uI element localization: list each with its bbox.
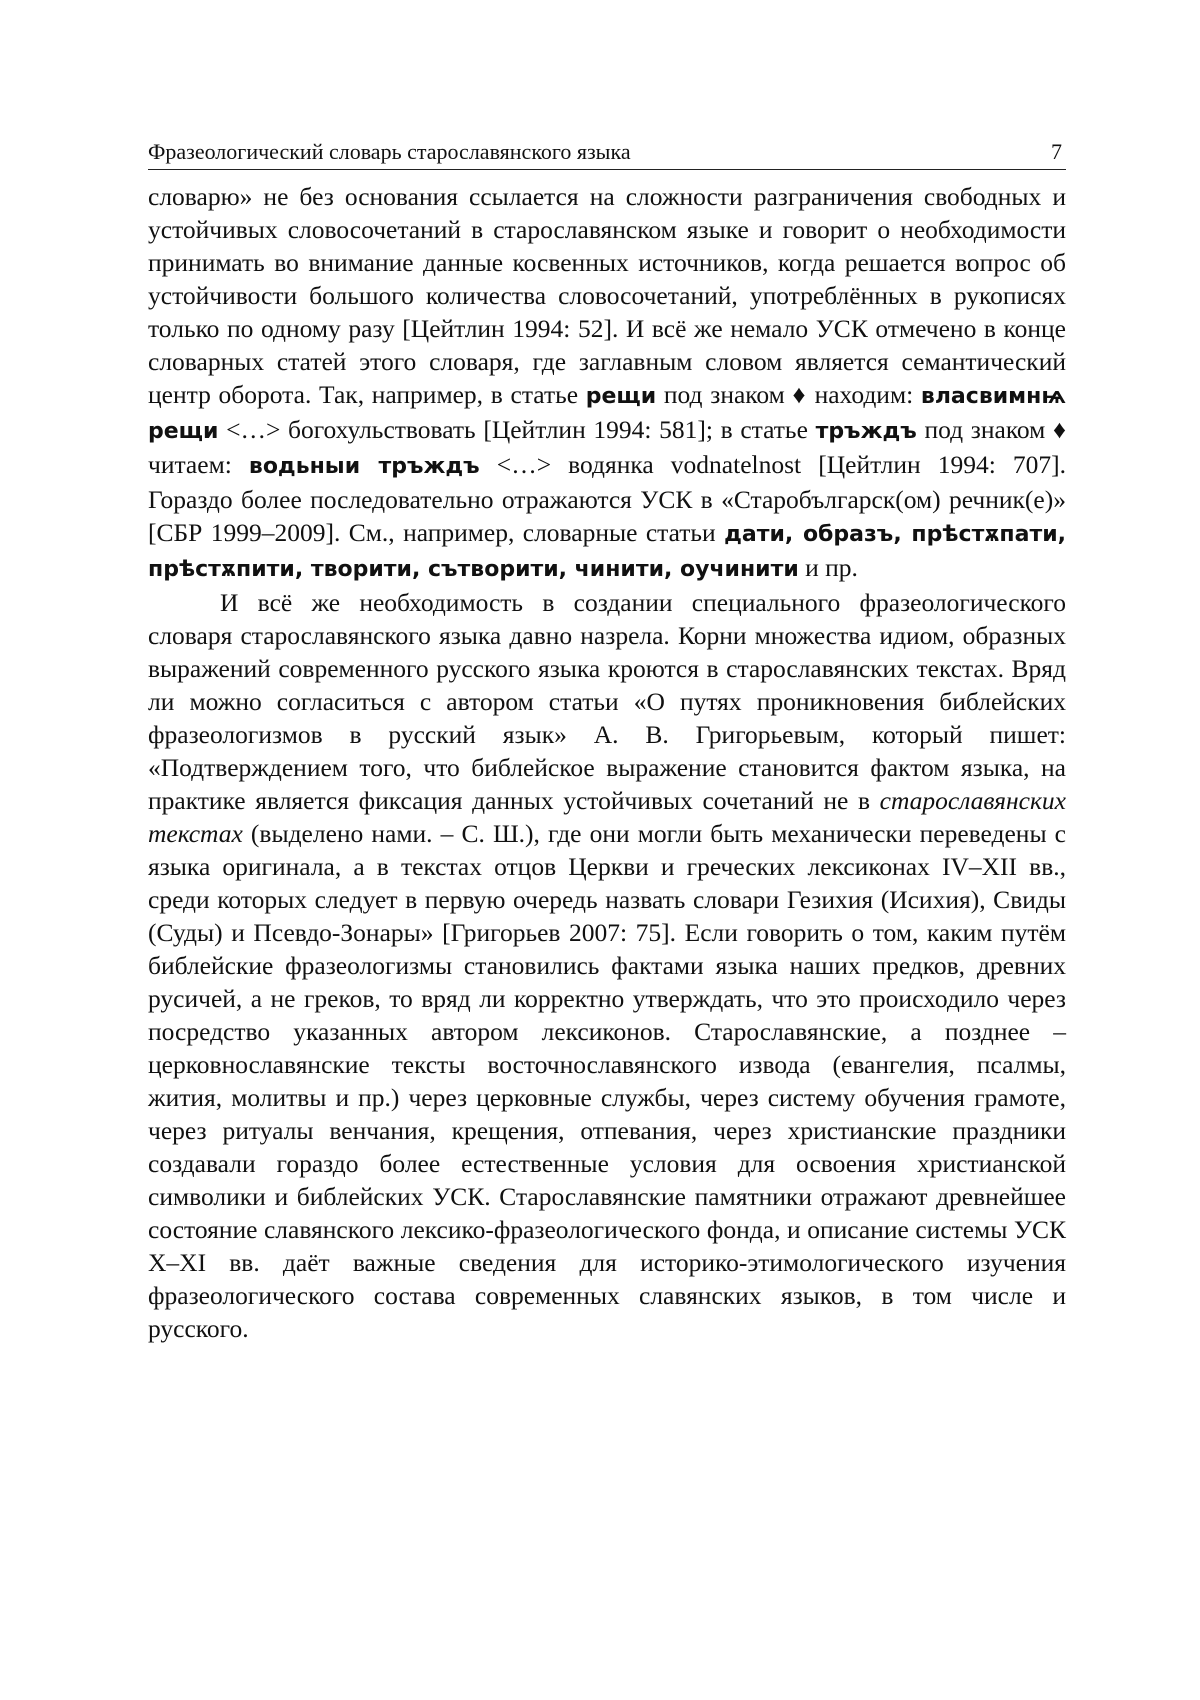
paragraph-2 [148,586,1066,1345]
body-text [148,180,1066,1345]
running-header [148,138,1066,170]
paragraph-1-text-2: под знаком ♦ находим: [656,380,921,409]
church-slavonic-term-2: власвимнѩ рещи [148,384,1066,444]
running-title: Фразеологический словарь старославянского языка [148,139,631,164]
paragraph-1-text-3: <…> богохульствовать [Цейтлин 1994: 581]; в статье [218,415,816,444]
church-slavonic-term-list: дати, образъ, прѣстѫпати, прѣстѫпити, творити, сътворити, чинити, оучинити [148,522,1067,582]
paragraph-1-text-5: <…> водянка vodnatelnost [Цейтлин 1994: 707]. Гораздо более последовательно отражаются УСК в «Старобългарск(ом) речник(е)» [СБР 1999–2009]. См., например, словарные статьи [148,450,1066,547]
paragraph-2-text-2: (выделено нами. – С. Ш.), где они могли быть механически переведены с языка оригинала, а в текстах отцов Церкви и греческих лексиконах IV–XII вв., среди которых следует в первую очередь назвать словари Гезихия (Исихия), Свиды (Суды) и Псевдо-Зонары» [Григорьев 2007: 75]. Если говорить о том, каким путём библейские фразеологизмы становились фактами языка наших предков, древних русичей, а не греков, то вряд ли корректно утверждать, что это происходило через посредство указанных автором лексиконов. Старославянские, а позднее – церковнославянские тексты восточнославянского извода (евангелия, псалмы, жития, молитвы и пр.) через церковные службы, через систему обучения грамоте, через ритуалы венчания, крещения, отпевания, через христианские праздники создавали гораздо более естественные условия для освоения христианской символики и библейских УСК. Старославянские памятники отражают древнейшее состояние славянского лексико-фразеологического фонда, и описание системы УСК X–XI вв. даёт важные сведения для историко-этимологического изучения фразеологического состава современных славянских языков, в том числе и русского. [148,819,1066,1343]
page [148,138,1066,1345]
paragraph-1-text-4: под знаком ♦ читаем: [148,415,1066,479]
paragraph-1-text-6: и пр. [798,553,858,582]
church-slavonic-term-3: тръждъ [815,419,917,444]
page-number: 7 [1051,139,1062,164]
paragraph-1 [148,180,1066,586]
emphasis-italic: старославянских текстах [148,786,1066,848]
paragraph-1-text-1: словарю» не без основания ссылается на сложности разграничения свободных и устойчивых словосочетаний в старославянском языке и говорит о необходимости принимать во внимание данные косвенных источников, когда решается вопрос об устойчивости большого количества словосочетаний, употреблённых в рукописях только по одному разу [Цейтлин 1994: 52]. И всё же немало УСК отмечено в конце словарных статей этого словаря, где заглавным словом является семантический центр оборота. Так, например, в статье [148,182,1066,409]
church-slavonic-term-1: рещи [585,384,657,409]
church-slavonic-term-4: водьныи тръждъ [248,454,480,479]
paragraph-2-text-1: И всё же необходимость в создании специального фразеологического словаря старославянского языка давно назрела. Корни множества идиом, образных выражений современного русского языка кроются в старославянских текстах. Вряд ли можно согласиться с автором статьи «О путях проникновения библейских фразеологизмов в русский язык» А. В. Григорьевым, который пишет: «Подтверждением того, что библейское выражение становится фактом языка, на практике является фиксация данных устойчивых сочетаний не в [148,588,1066,815]
